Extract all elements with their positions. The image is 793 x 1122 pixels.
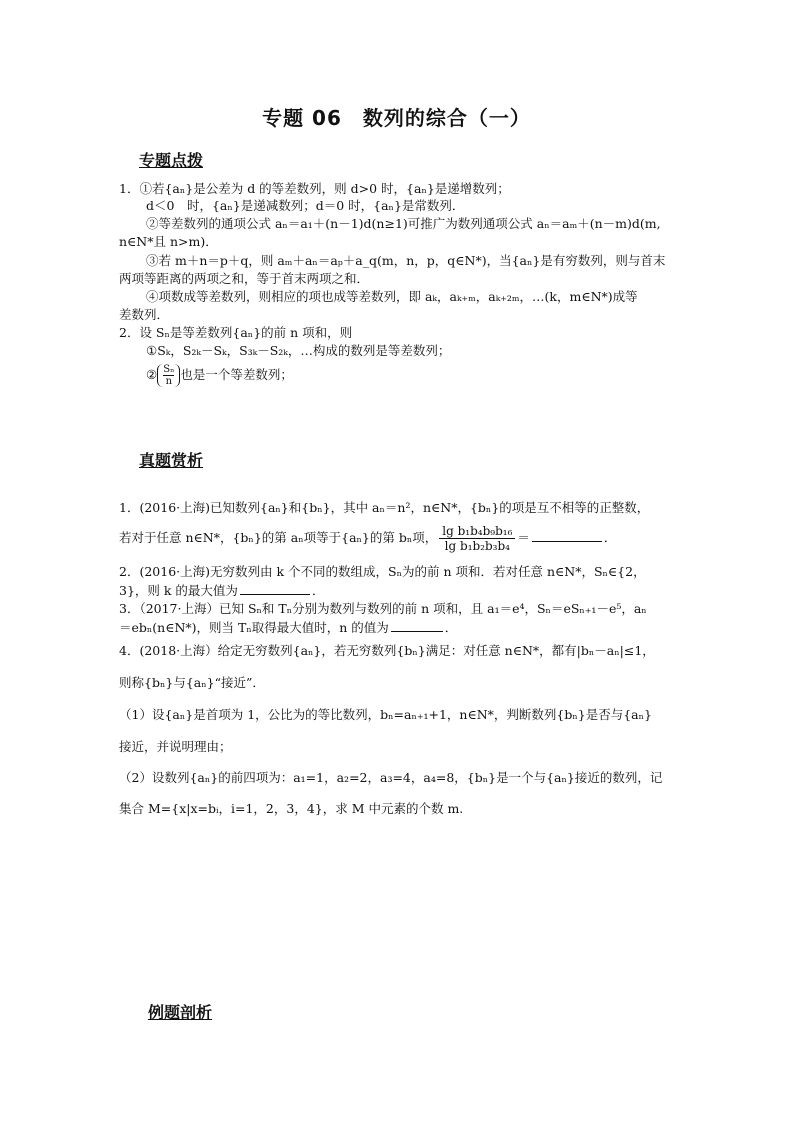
question-2-line-1: 2．(2016·上海)无穷数列由 k 个不同的数组成，Sₙ为的前 n 项和．若对任意 n∈N*，Sₙ∈{2， — [119, 564, 646, 579]
tip-line-6: 两项等距离的两项之和，等于首末两项之和． — [119, 271, 370, 286]
tip-line-3: ②等差数列的通项公式 aₙ＝a₁＋(n－1)d(n≥1)可推广为数列通项公式 aₙ＝aₘ＋(n－m)d(m, — [146, 216, 661, 231]
question-1-fraction — [439, 524, 515, 553]
fraction-numerator: Sₙ — [163, 364, 175, 375]
tip-line-8: 差数列． — [119, 307, 170, 322]
question-1-line-1: 1．(2016·上海)已知数列{aₙ}和{bₙ}，其中 aₙ＝n²，n∈N*，{bₙ}的项是互不相等的正整数， — [119, 500, 650, 515]
question-4-line-4: 接近，并说明理由； — [119, 739, 232, 754]
question-4-line-1: 4．(2018·上海）给定无穷数列{aₙ}，若无穷数列{bₙ}满足：对任意 n∈N*，都有|bₙ－aₙ|≤1， — [119, 643, 655, 658]
sn-over-n-fraction — [157, 364, 180, 387]
section-heading-examples: 例题剖析 — [148, 1003, 213, 1022]
tip-line-11-prefix: ② — [146, 367, 158, 382]
tip-line-5: ③若 m＋n＝p＋q，则 aₘ＋aₙ＝aₚ＋a_q(m，n，p，q∈N*)，当{aₙ}是有穷数列，则与首末 — [146, 253, 666, 268]
tip-line-11-suffix: 也是一个等差数列； — [180, 367, 293, 382]
tip-line-10: ①Sₖ，S₂ₖ－Sₖ，S₃ₖ－S₂ₖ，…构成的数列是等差数列； — [146, 343, 451, 358]
tip-line-1: 1．①若{aₙ}是公差为 d 的等差数列，则 d>0 时，{aₙ}是递增数列； — [119, 181, 510, 196]
fraction-numerator: lg b₁b₄b₉b₁₆ — [439, 524, 515, 539]
question-3-end: ． — [444, 620, 458, 635]
answer-blank-2 — [240, 582, 310, 595]
fraction-denominator: lg b₁b₂b₃b₄ — [444, 539, 510, 553]
question-1-line-2 — [119, 524, 679, 553]
question-4-line-3: （1）设{aₙ}是首项为 1，公比为的等比数列，bₙ=aₙ₊₁+1，n∈N*，判断数列{bₙ}是否与{aₙ} — [119, 707, 652, 722]
answer-blank-3 — [391, 619, 443, 632]
section-heading-tips: 专题点拨 — [139, 151, 204, 170]
fraction-denominator: n — [165, 376, 173, 387]
question-2-line-2 — [119, 582, 679, 599]
tip-line-4: n∈N*且 n>m)． — [119, 234, 218, 249]
page-title: 专题 06 数列的综合（一） — [262, 106, 531, 130]
question-3-text: ＝ebₙ(n∈N*)，则当 Tₙ取得最大值时，n 的值为 — [119, 620, 389, 635]
tip-line-2: d＜0 时，{aₙ}是递减数列；d＝0 时，{aₙ}是常数列． — [146, 198, 465, 213]
question-1-end: ． — [603, 530, 617, 545]
question-3-line-2 — [119, 619, 679, 636]
question-1-text: 若对于任意 n∈N*，{bₙ}的第 aₙ项等于{aₙ}的第 bₙ项， — [119, 530, 438, 545]
question-2-text: 3}，则 k 的最大值为 — [119, 583, 238, 598]
question-2-end: ． — [311, 583, 325, 598]
question-3-line-1: 3．（2017·上海）已知 Sₙ和 Tₙ分别为数列与数列的前 n 项和，且 a₁＝e⁴，Sₙ＝eSₙ₊₁－e⁵，aₙ — [119, 601, 647, 616]
question-4-line-2: 则称{bₙ}与{aₙ}“接近”． — [119, 675, 265, 690]
question-4-line-6: 集合 M={x|x=bᵢ，i=1，2，3，4}，求 M 中元素的个数 m. — [119, 801, 464, 816]
tip-line-7: ④项数成等差数列，则相应的项也成等差数列，即 aₖ，aₖ₊ₘ，aₖ₊₂ₘ，…(k，m∈N*)成等 — [146, 289, 638, 304]
tip-line-11 — [146, 364, 706, 387]
equals-sign: ＝ — [517, 530, 530, 545]
section-heading-exam-review: 真题赏析 — [139, 451, 204, 470]
answer-blank-1 — [532, 529, 602, 542]
tip-line-9: 2．设 Sₙ是等差数列{aₙ}的前 n 项和，则 — [119, 325, 353, 340]
question-4-line-5: （2）设数列{aₙ}的前四项为：a₁=1，a₂=2，a₃=4，a₄=8，{bₙ}是一个与{aₙ}接近的数列，记 — [119, 770, 663, 785]
